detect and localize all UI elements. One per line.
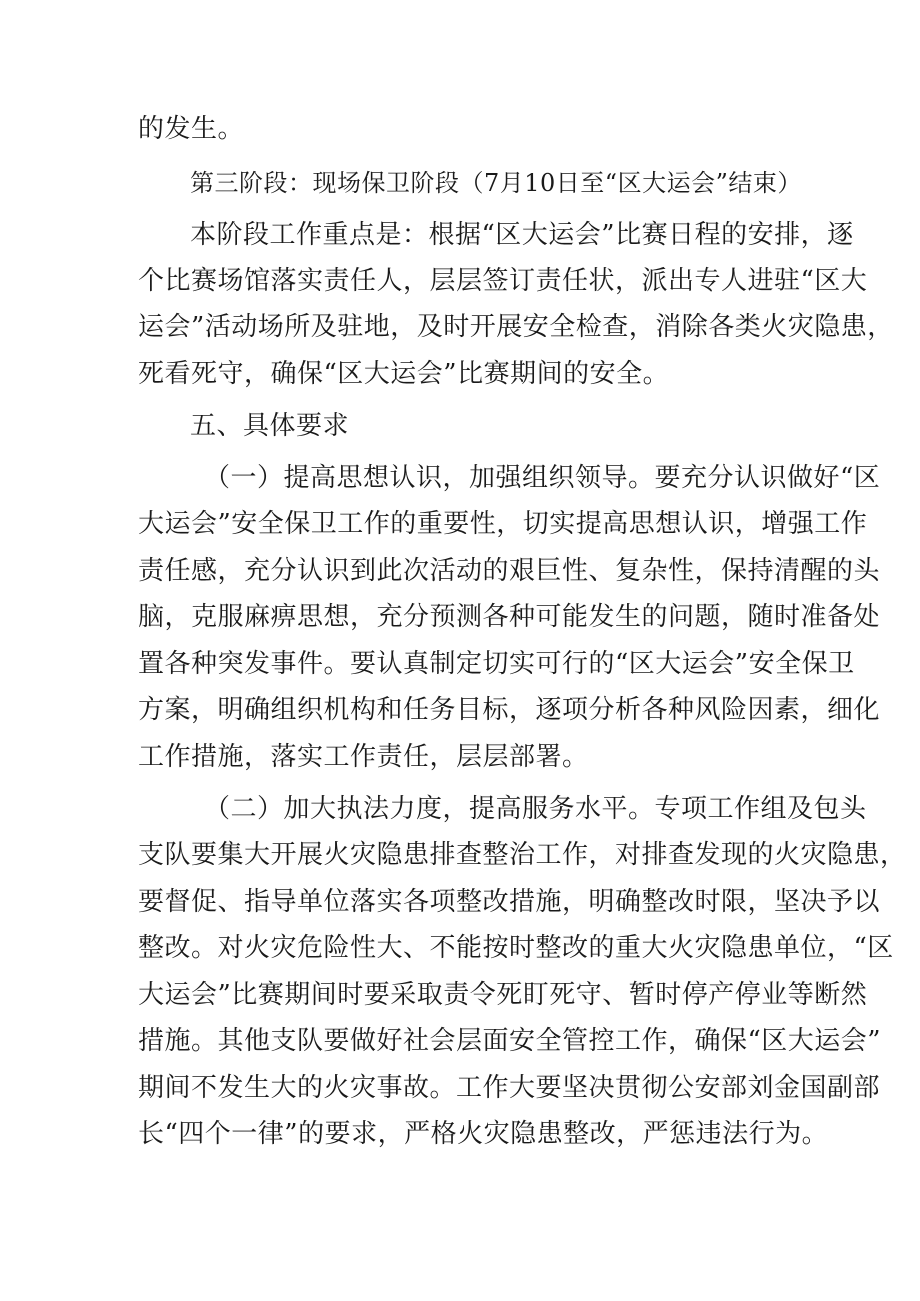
text-line: 脑，克服麻痹思想，充分预测各种可能发生的问题，随时准备处 — [138, 602, 881, 632]
text-line: （一）提高思想认识，加强组织领导。要充分认识做好“区 — [204, 463, 881, 493]
text-line: 方案，明确组织机构和任务目标，逐项分析各种风险因素，细化 — [138, 695, 881, 725]
text-line: （二）加大执法力度，提高服务水平。专项工作组及包头 — [204, 794, 867, 824]
text-line: 的发生。 — [138, 114, 245, 144]
text-line: 置各种突发事件。要认真制定切实可行的“区大运会”安全保卫 — [138, 649, 855, 679]
text-line: 整改。对火灾危险性大、不能按时整改的重大火灾隐患单位，“区 — [138, 933, 894, 963]
text-line: 本阶段工作重点是：根据“区大运会”比赛日程的安排，逐 — [190, 220, 854, 250]
text-line: 大运会”安全保卫工作的重要性，切实提高思想认识，增强工作 — [138, 509, 868, 539]
text-line: 期间不发生大的火灾事故。工作大要坚决贯彻公安部刘金国副部 — [138, 1073, 881, 1103]
text-line: 工作措施，落实工作责任，层层部署。 — [138, 742, 589, 772]
text-line: 长“四个一律”的要求，严格火灾隐患整改，严惩违法行为。 — [138, 1119, 829, 1149]
text-line: 大运会”比赛期间时要采取责令死盯死守、暂时停产停业等断然 — [138, 980, 868, 1010]
section-heading: 五、具体要求 — [190, 411, 350, 441]
text-line: 责任感，充分认识到此次活动的艰巨性、复杂性，保持清醒的头 — [138, 556, 881, 586]
text-line: 措施。其他支队要做好社会层面安全管控工作，确保“区大运会” — [138, 1026, 882, 1056]
text-line: 运会”活动场所及驻地，及时开展安全检查，消除各类火灾隐患， — [138, 312, 894, 342]
text-line: 个比赛场馆落实责任人，层层签订责任状，派出专人进驻“区大 — [138, 266, 868, 296]
text-line: 死看死守，确保“区大运会”比赛期间的安全。 — [138, 359, 670, 389]
stage-heading: 第三阶段：现场保卫阶段（7月10日至“区大运会”结束） — [190, 169, 802, 197]
text-line: 支队要集大开展火灾隐患排查整治工作，对排查发现的火灾隐患， — [138, 840, 907, 870]
text-line: 要督促、指导单位落实各项整改措施，明确整改时限，坚决予以 — [138, 887, 881, 917]
